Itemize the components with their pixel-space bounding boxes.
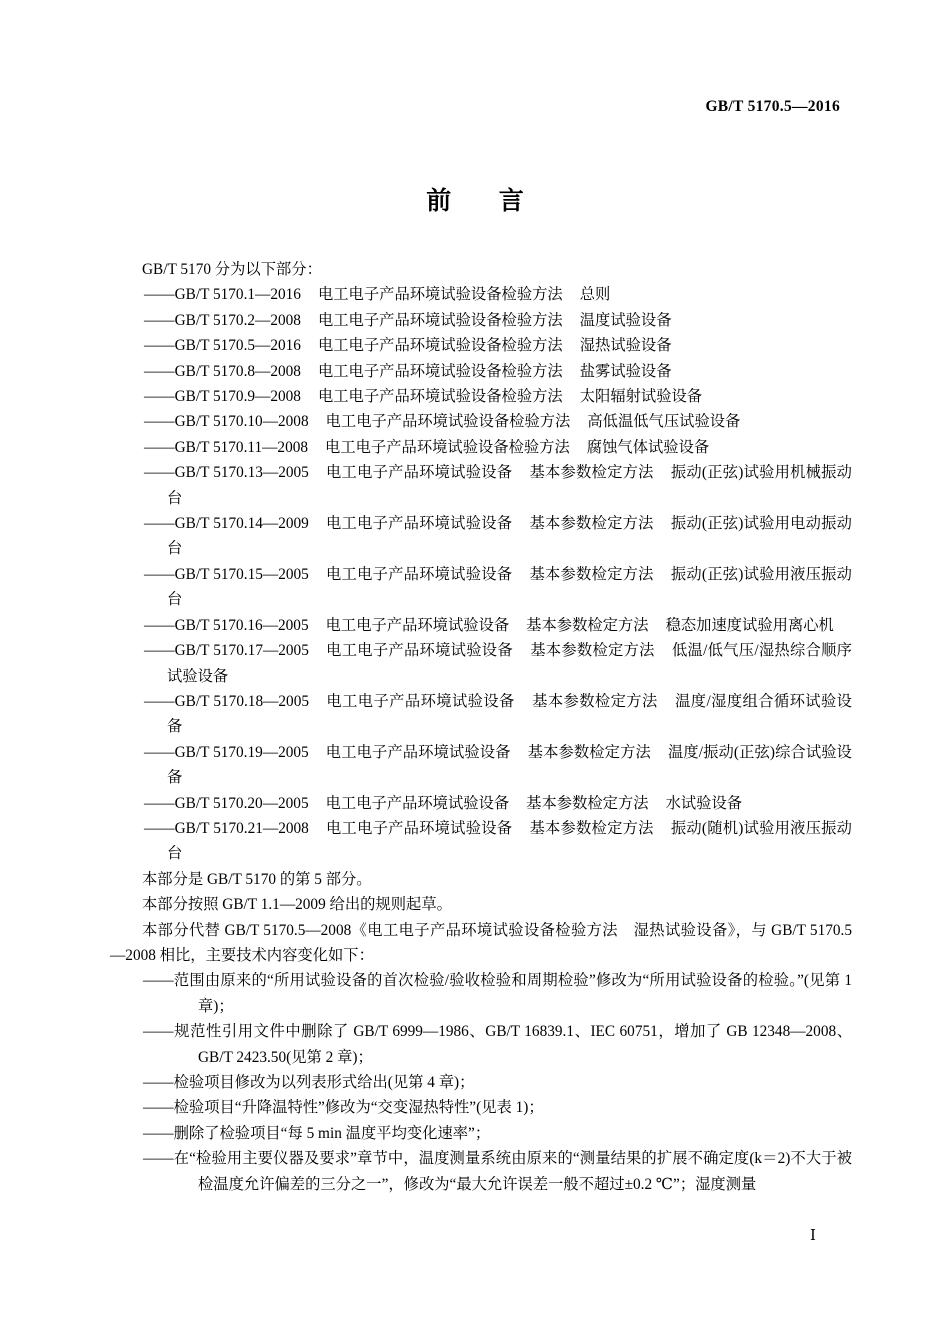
part-subject: 温度/振动(正弦)综合试验设备 — [167, 743, 852, 787]
part-subject: 低温/低气压/湿热综合顺序试验设备 — [167, 642, 852, 685]
part-method-2: 基本参数检定方法 — [529, 819, 654, 837]
part-code: ——GB/T 5170.5—2016 — [144, 337, 301, 355]
part-method-2: 基本参数检定方法 — [529, 642, 655, 660]
part-method: 电工电子产品环境试验设备 — [325, 565, 513, 583]
part-method-2: 基本参数检定方法 — [531, 692, 658, 710]
part-code: ——GB/T 5170.21—2008 — [144, 819, 309, 837]
list-item-part-7 — [110, 460, 852, 511]
part-method-2: 基本参数检定方法 — [529, 515, 654, 533]
list-item-part-6 — [110, 435, 852, 460]
list-item-part-13 — [110, 740, 852, 791]
part-subject: 湿热试验设备 — [579, 337, 672, 355]
list-item-part-15 — [110, 816, 852, 867]
page-folio — [0, 1226, 950, 1245]
change-item-0: ——范围由原来的“所用试验设备的首次检验/验收检验和周期检验”修改为“所用试验设备的检验。”(见第 1 章)； — [143, 972, 852, 1015]
part-code: ——GB/T 5170.20—2005 — [144, 794, 309, 812]
part-subject: 振动(正弦)试验用电动振动台 — [167, 515, 852, 558]
part-subject: 盐雾试验设备 — [579, 362, 672, 380]
intro-line: GB/T 5170 分为以下部分： — [142, 261, 322, 278]
part-method: 电工电子产品环境试验设备 — [325, 464, 513, 482]
part-subject: 振动(随机)试验用液压振动台 — [167, 819, 852, 863]
part-subject: 稳态加速度试验用离心机 — [665, 616, 834, 634]
list-item-part-1 — [110, 308, 852, 333]
list-item-part-8 — [110, 511, 852, 562]
change-item-5: ——在“检验用主要仪器及要求”章节中，温度测量系统由原来的“测量结果的扩展不确定度(k＝2)不大于被检温度允许偏差的三分之一”，修改为“最大允许误差一般不超过±0.2 ℃”；湿度测量 — [143, 1150, 852, 1193]
list-item-part-4 — [110, 384, 852, 409]
part-method: 电工电子产品环境试验设备检验方法 — [317, 388, 563, 406]
change-item-4: ——删除了检验项目“每 5 min 温度平均变化速率”； — [143, 1124, 491, 1142]
part-code: ——GB/T 5170.9—2008 — [144, 388, 301, 406]
part-method: 电工电子产品环境试验设备 — [325, 616, 510, 634]
part-method-2: 基本参数检定方法 — [526, 616, 649, 634]
part-code: ——GB/T 5170.11—2008 — [144, 438, 309, 456]
part-method: 电工电子产品环境试验设备检验方法 — [325, 413, 571, 431]
header-standard-number: GB/T 5170.5—2016 — [705, 98, 840, 115]
statement-1: 本部分按照 GB/T 1.1—2009 给出的规则起草。 — [142, 896, 452, 914]
list-item-part-14 — [110, 791, 852, 816]
part-method: 电工电子产品环境试验设备 — [325, 642, 513, 660]
part-method: 电工电子产品环境试验设备 — [325, 794, 510, 812]
part-subject: 水试验设备 — [665, 794, 743, 812]
part-subject: 温度/湿度组合循环试验设备 — [167, 692, 852, 736]
page-title — [0, 181, 950, 217]
list-item-part-9 — [110, 562, 852, 613]
part-code: ——GB/T 5170.18—2005 — [144, 692, 309, 710]
part-method: 电工电子产品环境试验设备 — [325, 515, 513, 533]
list-item-part-12 — [110, 689, 852, 740]
list-item-part-3 — [110, 359, 852, 384]
part-method-2: 基本参数检定方法 — [529, 565, 654, 583]
part-code: ——GB/T 5170.14—2009 — [144, 515, 309, 533]
part-code: ——GB/T 5170.1—2016 — [144, 286, 301, 304]
part-method: 电工电子产品环境试验设备 — [326, 692, 515, 710]
part-subject: 太阳辐射试验设备 — [579, 388, 703, 406]
part-subject: 腐蚀气体试验设备 — [586, 438, 710, 456]
list-item-part-10 — [110, 613, 852, 638]
list-item-part-5 — [110, 409, 852, 434]
part-method-2: 基本参数检定方法 — [526, 794, 649, 812]
list-item-part-0 — [110, 282, 852, 307]
statement-0: 本部分是 GB/T 5170 的第 5 部分。 — [142, 870, 372, 888]
part-method-2: 基本参数检定方法 — [529, 464, 654, 482]
list-item-part-11 — [110, 638, 852, 689]
part-method: 电工电子产品环境试验设备 — [325, 743, 511, 761]
change-item-2: ——检验项目修改为以列表形式给出(见第 4 章)； — [143, 1074, 475, 1091]
title-char-2: 言 — [498, 186, 524, 215]
list-item-part-2 — [110, 333, 852, 358]
part-method: 电工电子产品环境试验设备检验方法 — [317, 337, 563, 355]
part-method: 电工电子产品环境试验设备检验方法 — [317, 286, 563, 304]
page-number: Ⅰ — [810, 1228, 816, 1244]
part-code: ——GB/T 5170.17—2005 — [144, 642, 309, 660]
part-subject: 振动(正弦)试验用机械振动台 — [167, 464, 852, 507]
part-code: ——GB/T 5170.10—2008 — [144, 413, 309, 431]
title-char-1: 前 — [426, 186, 452, 215]
part-subject: 振动(正弦)试验用液压振动台 — [167, 565, 852, 609]
page-header — [110, 98, 840, 120]
part-subject: 总则 — [579, 286, 611, 304]
part-method: 电工电子产品环境试验设备检验方法 — [317, 311, 563, 329]
part-code: ——GB/T 5170.15—2005 — [144, 565, 309, 583]
part-code: ——GB/T 5170.19—2005 — [144, 743, 309, 761]
part-method: 电工电子产品环境试验设备检验方法 — [325, 438, 570, 456]
change-item-1: ——规范性引用文件中删除了 GB/T 6999—1986、GB/T 16839.1、IEC 60751，增加了 GB 12348—2008、GB/T 2423.50(见第 2 章)； — [143, 1023, 852, 1066]
part-code: ——GB/T 5170.8—2008 — [144, 362, 301, 380]
part-method: 电工电子产品环境试验设备检验方法 — [317, 362, 563, 380]
part-code: ——GB/T 5170.16—2005 — [144, 616, 309, 634]
part-subject: 高低温低气压试验设备 — [587, 413, 741, 431]
part-code: ——GB/T 5170.2—2008 — [144, 311, 301, 329]
replace-paragraph: 本部分代替 GB/T 5170.5—2008《电工电子产品环境试验设备检验方法 湿热试验设备》，与 GB/T 5170.5—2008 相比，主要技术内容变化如下： — [110, 921, 852, 964]
change-item-3: ——检验项目“升降温特性”修改为“交变湿热特性”(见表 1)； — [143, 1099, 544, 1117]
part-method-2: 基本参数检定方法 — [527, 743, 651, 761]
document-body — [110, 257, 852, 1197]
part-code: ——GB/T 5170.13—2005 — [144, 464, 309, 482]
part-subject: 温度试验设备 — [579, 311, 672, 329]
part-method: 电工电子产品环境试验设备 — [325, 819, 513, 837]
